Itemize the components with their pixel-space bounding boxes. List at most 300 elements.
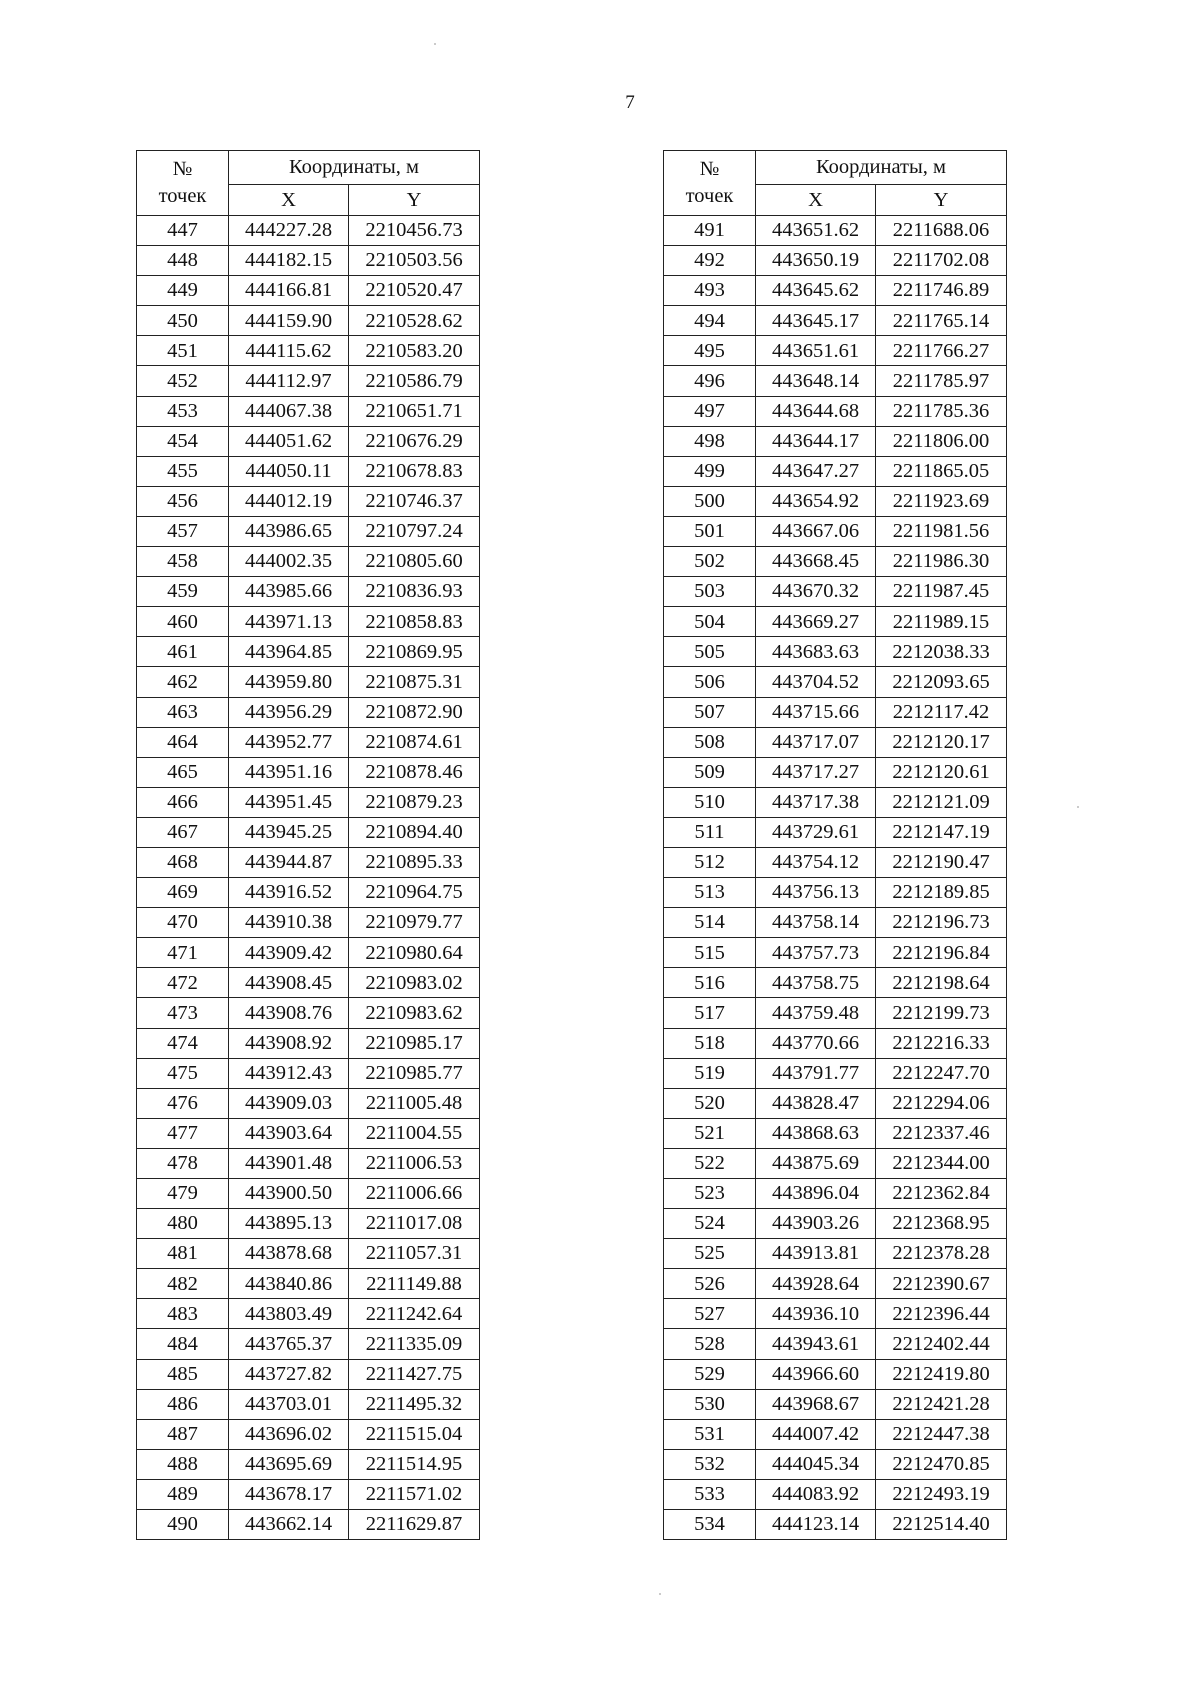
point-number-cell: 467 [137, 817, 229, 847]
table-row [664, 667, 1007, 697]
table-row [137, 366, 480, 396]
y-coordinate-cell: 2210869.95 [349, 637, 480, 667]
y-coordinate-cell: 2210676.29 [349, 426, 480, 456]
table-row [664, 1359, 1007, 1389]
table-row [137, 1179, 480, 1209]
x-coordinate-cell: 444002.35 [229, 547, 349, 577]
point-number-cell: 498 [664, 426, 756, 456]
point-number-cell: 488 [137, 1449, 229, 1479]
y-coordinate-cell: 2210651.71 [349, 396, 480, 426]
x-coordinate-cell: 443943.61 [756, 1329, 876, 1359]
x-coordinate-cell: 443985.66 [229, 577, 349, 607]
table-row [664, 1209, 1007, 1239]
y-coordinate-cell: 2212147.19 [876, 817, 1007, 847]
y-coordinate-cell: 2212493.19 [876, 1479, 1007, 1509]
y-coordinate-cell: 2210836.93 [349, 577, 480, 607]
point-number-cell: 479 [137, 1179, 229, 1209]
table-row [137, 577, 480, 607]
point-number-cell: 476 [137, 1088, 229, 1118]
point-number-cell: 465 [137, 757, 229, 787]
y-coordinate-cell: 2210964.75 [349, 878, 480, 908]
table-row [137, 1148, 480, 1178]
y-coordinate-cell: 2210878.46 [349, 757, 480, 787]
point-number-cell: 517 [664, 998, 756, 1028]
table-row [137, 1389, 480, 1419]
point-number-cell: 484 [137, 1329, 229, 1359]
point-number-cell: 470 [137, 908, 229, 938]
table-row [664, 366, 1007, 396]
x-header: X [229, 185, 349, 216]
point-number-cell: 475 [137, 1058, 229, 1088]
table-row [664, 276, 1007, 306]
x-coordinate-cell: 444123.14 [756, 1510, 876, 1540]
table-row [664, 817, 1007, 847]
table-row [137, 547, 480, 577]
y-header: Y [349, 185, 480, 216]
y-coordinate-cell: 2211688.06 [876, 216, 1007, 246]
x-coordinate-cell: 443678.17 [229, 1479, 349, 1509]
point-number-cell: 457 [137, 516, 229, 546]
table-row [664, 847, 1007, 877]
table-row [137, 727, 480, 757]
y-coordinate-cell: 2211017.08 [349, 1209, 480, 1239]
point-number-cell: 462 [137, 667, 229, 697]
x-coordinate-cell: 443765.37 [229, 1329, 349, 1359]
table-row [137, 697, 480, 727]
point-number-cell: 515 [664, 938, 756, 968]
table-row [664, 456, 1007, 486]
point-number-cell: 447 [137, 216, 229, 246]
point-number-cell: 481 [137, 1239, 229, 1269]
y-coordinate-cell: 2211785.36 [876, 396, 1007, 426]
point-number-cell: 454 [137, 426, 229, 456]
y-coordinate-cell: 2210872.90 [349, 697, 480, 727]
x-coordinate-cell: 443895.13 [229, 1209, 349, 1239]
x-coordinate-cell: 443696.02 [229, 1419, 349, 1449]
x-coordinate-cell: 443912.43 [229, 1058, 349, 1088]
table-row [664, 1479, 1007, 1509]
x-coordinate-cell: 443648.14 [756, 366, 876, 396]
table-row [137, 637, 480, 667]
point-number-cell: 460 [137, 607, 229, 637]
y-coordinate-cell: 2210875.31 [349, 667, 480, 697]
table-row [664, 1299, 1007, 1329]
y-coordinate-cell: 2210895.33 [349, 847, 480, 877]
x-header: X [756, 185, 876, 216]
x-coordinate-cell: 444007.42 [756, 1419, 876, 1449]
point-number-header: № точек [137, 151, 229, 216]
y-coordinate-cell: 2212344.00 [876, 1148, 1007, 1178]
x-coordinate-cell: 443986.65 [229, 516, 349, 546]
y-coordinate-cell: 2212396.44 [876, 1299, 1007, 1329]
y-coordinate-cell: 2210979.77 [349, 908, 480, 938]
y-coordinate-cell: 2211514.95 [349, 1449, 480, 1479]
y-coordinate-cell: 2211986.30 [876, 547, 1007, 577]
table-body-right [664, 216, 1007, 1540]
x-coordinate-cell: 444050.11 [229, 456, 349, 486]
y-coordinate-cell: 2210678.83 [349, 456, 480, 486]
x-coordinate-cell: 443966.60 [756, 1359, 876, 1389]
y-coordinate-cell: 2212470.85 [876, 1449, 1007, 1479]
scan-speck [434, 43, 436, 45]
point-number-cell: 520 [664, 1088, 756, 1118]
x-coordinate-cell: 443951.45 [229, 787, 349, 817]
point-number-cell: 455 [137, 456, 229, 486]
y-coordinate-cell: 2211335.09 [349, 1329, 480, 1359]
y-coordinate-cell: 2211515.04 [349, 1419, 480, 1449]
x-coordinate-cell: 443717.27 [756, 757, 876, 787]
x-coordinate-cell: 443645.62 [756, 276, 876, 306]
table-row [664, 1449, 1007, 1479]
table-row [137, 486, 480, 516]
x-coordinate-cell: 443650.19 [756, 246, 876, 276]
x-coordinate-cell: 444051.62 [229, 426, 349, 456]
x-coordinate-cell: 443908.76 [229, 998, 349, 1028]
point-number-cell: 450 [137, 306, 229, 336]
y-coordinate-cell: 2212120.17 [876, 727, 1007, 757]
point-number-cell: 524 [664, 1209, 756, 1239]
x-coordinate-cell: 443645.17 [756, 306, 876, 336]
table-row [137, 456, 480, 486]
point-number-cell: 453 [137, 396, 229, 426]
table-row [664, 878, 1007, 908]
x-coordinate-cell: 443909.03 [229, 1088, 349, 1118]
table-row [137, 1239, 480, 1269]
point-number-cell: 478 [137, 1148, 229, 1178]
y-header: Y [876, 185, 1007, 216]
y-coordinate-cell: 2211006.53 [349, 1148, 480, 1178]
x-coordinate-cell: 444159.90 [229, 306, 349, 336]
point-number-cell: 510 [664, 787, 756, 817]
x-coordinate-cell: 443840.86 [229, 1269, 349, 1299]
x-coordinate-cell: 443651.62 [756, 216, 876, 246]
y-coordinate-cell: 2212294.06 [876, 1088, 1007, 1118]
table-row [137, 908, 480, 938]
y-coordinate-cell: 2210746.37 [349, 486, 480, 516]
table-row [137, 1419, 480, 1449]
y-coordinate-cell: 2212117.42 [876, 697, 1007, 727]
table-row [137, 878, 480, 908]
point-number-cell: 491 [664, 216, 756, 246]
y-coordinate-cell: 2211702.08 [876, 246, 1007, 276]
x-coordinate-cell: 444112.97 [229, 366, 349, 396]
x-coordinate-cell: 443644.68 [756, 396, 876, 426]
point-number-cell: 504 [664, 607, 756, 637]
x-coordinate-cell: 443903.64 [229, 1118, 349, 1148]
table-row [664, 1028, 1007, 1058]
x-coordinate-cell: 443757.73 [756, 938, 876, 968]
point-number-cell: 487 [137, 1419, 229, 1449]
coordinates-header: Координаты, м [756, 151, 1007, 185]
y-coordinate-cell: 2212199.73 [876, 998, 1007, 1028]
table-row [664, 426, 1007, 456]
point-number-cell: 511 [664, 817, 756, 847]
point-number-cell: 505 [664, 637, 756, 667]
y-coordinate-cell: 2211149.88 [349, 1269, 480, 1299]
point-number-cell: 507 [664, 697, 756, 727]
y-coordinate-cell: 2212190.47 [876, 847, 1007, 877]
y-coordinate-cell: 2210858.83 [349, 607, 480, 637]
point-number-cell: 449 [137, 276, 229, 306]
point-number-cell: 519 [664, 1058, 756, 1088]
table-row [137, 1269, 480, 1299]
table-row [137, 1359, 480, 1389]
y-coordinate-cell: 2210586.79 [349, 366, 480, 396]
x-coordinate-cell: 443828.47 [756, 1088, 876, 1118]
point-number-cell: 486 [137, 1389, 229, 1419]
x-coordinate-cell: 443952.77 [229, 727, 349, 757]
y-coordinate-cell: 2212216.33 [876, 1028, 1007, 1058]
y-coordinate-cell: 2211629.87 [349, 1510, 480, 1540]
point-number-cell: 500 [664, 486, 756, 516]
point-number-cell: 502 [664, 547, 756, 577]
x-coordinate-cell: 444083.92 [756, 1479, 876, 1509]
table-row [137, 667, 480, 697]
point-number-cell: 528 [664, 1329, 756, 1359]
table-row [137, 1510, 480, 1540]
point-number-cell: 525 [664, 1239, 756, 1269]
point-number-cell: 463 [137, 697, 229, 727]
table-row [137, 1449, 480, 1479]
point-number-cell: 482 [137, 1269, 229, 1299]
table-row [664, 396, 1007, 426]
point-number-cell: 472 [137, 968, 229, 998]
y-coordinate-cell: 2211242.64 [349, 1299, 480, 1329]
y-coordinate-cell: 2211004.55 [349, 1118, 480, 1148]
x-coordinate-cell: 444012.19 [229, 486, 349, 516]
point-number-cell: 501 [664, 516, 756, 546]
point-number-cell: 474 [137, 1028, 229, 1058]
x-coordinate-cell: 443729.61 [756, 817, 876, 847]
coordinates-header: Координаты, м [229, 151, 480, 185]
y-coordinate-cell: 2212198.64 [876, 968, 1007, 998]
table-row [664, 1329, 1007, 1359]
table-row [137, 1028, 480, 1058]
y-coordinate-cell: 2210980.64 [349, 938, 480, 968]
point-number-cell: 461 [137, 637, 229, 667]
point-number-cell: 490 [137, 1510, 229, 1540]
point-number-cell: 526 [664, 1269, 756, 1299]
point-number-header: № точек [664, 151, 756, 216]
x-coordinate-cell: 443913.81 [756, 1239, 876, 1269]
table-row [664, 727, 1007, 757]
table-row [664, 968, 1007, 998]
x-coordinate-cell: 443754.12 [756, 847, 876, 877]
table-row [137, 336, 480, 366]
x-coordinate-cell: 443928.64 [756, 1269, 876, 1299]
y-coordinate-cell: 2211765.14 [876, 306, 1007, 336]
x-coordinate-cell: 443662.14 [229, 1510, 349, 1540]
y-coordinate-cell: 2212121.09 [876, 787, 1007, 817]
table-row [664, 1148, 1007, 1178]
point-number-cell: 516 [664, 968, 756, 998]
table-row [664, 998, 1007, 1028]
x-coordinate-cell: 443654.92 [756, 486, 876, 516]
table-row [664, 577, 1007, 607]
point-number-cell: 499 [664, 456, 756, 486]
x-coordinate-cell: 444227.28 [229, 216, 349, 246]
y-coordinate-cell: 2210583.20 [349, 336, 480, 366]
y-coordinate-cell: 2211571.02 [349, 1479, 480, 1509]
y-coordinate-cell: 2210503.56 [349, 246, 480, 276]
point-number-cell: 494 [664, 306, 756, 336]
point-number-cell: 496 [664, 366, 756, 396]
y-coordinate-cell: 2211785.97 [876, 366, 1007, 396]
table-row [664, 1088, 1007, 1118]
point-number-cell: 448 [137, 246, 229, 276]
table-row [664, 637, 1007, 667]
x-coordinate-cell: 443756.13 [756, 878, 876, 908]
x-coordinate-cell: 443901.48 [229, 1148, 349, 1178]
y-coordinate-cell: 2211495.32 [349, 1389, 480, 1419]
table-row [137, 396, 480, 426]
x-coordinate-cell: 443875.69 [756, 1148, 876, 1178]
table-row [664, 1179, 1007, 1209]
x-coordinate-cell: 443715.66 [756, 697, 876, 727]
y-coordinate-cell: 2210797.24 [349, 516, 480, 546]
table-row [664, 1239, 1007, 1269]
y-coordinate-cell: 2211987.45 [876, 577, 1007, 607]
x-coordinate-cell: 443908.92 [229, 1028, 349, 1058]
x-coordinate-cell: 443683.63 [756, 637, 876, 667]
table-row [137, 516, 480, 546]
y-coordinate-cell: 2211806.00 [876, 426, 1007, 456]
point-number-cell: 456 [137, 486, 229, 516]
point-number-cell: 468 [137, 847, 229, 877]
y-coordinate-cell: 2210874.61 [349, 727, 480, 757]
x-coordinate-cell: 443910.38 [229, 908, 349, 938]
table-row [137, 757, 480, 787]
table-row [137, 216, 480, 246]
point-number-cell: 495 [664, 336, 756, 366]
x-coordinate-cell: 443695.69 [229, 1449, 349, 1479]
point-number-cell: 506 [664, 667, 756, 697]
point-number-cell: 534 [664, 1510, 756, 1540]
table-row [137, 968, 480, 998]
x-coordinate-cell: 443878.68 [229, 1239, 349, 1269]
scan-speck [659, 1593, 661, 1595]
point-number-cell: 532 [664, 1449, 756, 1479]
table-row [137, 1479, 480, 1509]
coordinates-table-left [136, 150, 480, 1540]
x-coordinate-cell: 443770.66 [756, 1028, 876, 1058]
point-number-cell: 458 [137, 547, 229, 577]
y-coordinate-cell: 2210456.73 [349, 216, 480, 246]
y-coordinate-cell: 2210985.17 [349, 1028, 480, 1058]
y-coordinate-cell: 2210528.62 [349, 306, 480, 336]
point-number-cell: 514 [664, 908, 756, 938]
y-coordinate-cell: 2210983.62 [349, 998, 480, 1028]
y-coordinate-cell: 2212421.28 [876, 1389, 1007, 1419]
x-coordinate-cell: 443669.27 [756, 607, 876, 637]
x-coordinate-cell: 443670.32 [756, 577, 876, 607]
point-number-cell: 508 [664, 727, 756, 757]
point-number-cell: 480 [137, 1209, 229, 1239]
y-coordinate-cell: 2211923.69 [876, 486, 1007, 516]
table-row [664, 938, 1007, 968]
x-coordinate-cell: 443936.10 [756, 1299, 876, 1329]
y-coordinate-cell: 2212189.85 [876, 878, 1007, 908]
y-coordinate-cell: 2212390.67 [876, 1269, 1007, 1299]
x-coordinate-cell: 443803.49 [229, 1299, 349, 1329]
x-coordinate-cell: 443758.14 [756, 908, 876, 938]
table-row [664, 1118, 1007, 1148]
y-coordinate-cell: 2210985.77 [349, 1058, 480, 1088]
table-row [664, 516, 1007, 546]
y-coordinate-cell: 2211057.31 [349, 1239, 480, 1269]
point-number-cell: 493 [664, 276, 756, 306]
table-row [664, 306, 1007, 336]
y-coordinate-cell: 2212120.61 [876, 757, 1007, 787]
table-row [137, 998, 480, 1028]
x-coordinate-cell: 443951.16 [229, 757, 349, 787]
table-row [664, 246, 1007, 276]
x-coordinate-cell: 443717.07 [756, 727, 876, 757]
x-coordinate-cell: 443704.52 [756, 667, 876, 697]
y-coordinate-cell: 2211989.15 [876, 607, 1007, 637]
table-row [664, 757, 1007, 787]
x-coordinate-cell: 443644.17 [756, 426, 876, 456]
x-coordinate-cell: 443651.61 [756, 336, 876, 366]
table-row [137, 938, 480, 968]
table-row [137, 1209, 480, 1239]
point-number-cell: 530 [664, 1389, 756, 1419]
x-coordinate-cell: 443868.63 [756, 1118, 876, 1148]
point-number-cell: 492 [664, 246, 756, 276]
table-row [664, 216, 1007, 246]
x-coordinate-cell: 443717.38 [756, 787, 876, 817]
x-coordinate-cell: 443703.01 [229, 1389, 349, 1419]
x-coordinate-cell: 443959.80 [229, 667, 349, 697]
point-number-cell: 533 [664, 1479, 756, 1509]
table-row [137, 847, 480, 877]
x-coordinate-cell: 444166.81 [229, 276, 349, 306]
table-row [137, 426, 480, 456]
x-coordinate-cell: 443964.85 [229, 637, 349, 667]
y-coordinate-cell: 2212419.80 [876, 1359, 1007, 1389]
table-row [664, 336, 1007, 366]
x-coordinate-cell: 443916.52 [229, 878, 349, 908]
table-row [137, 817, 480, 847]
point-number-cell: 459 [137, 577, 229, 607]
table-row [664, 787, 1007, 817]
x-coordinate-cell: 443758.75 [756, 968, 876, 998]
point-number-cell: 483 [137, 1299, 229, 1329]
coordinates-table-right [663, 150, 1007, 1540]
table-body-left [137, 216, 480, 1540]
x-coordinate-cell: 443968.67 [756, 1389, 876, 1419]
table-row [664, 607, 1007, 637]
y-coordinate-cell: 2211427.75 [349, 1359, 480, 1389]
point-number-cell: 485 [137, 1359, 229, 1389]
point-number-cell: 471 [137, 938, 229, 968]
y-coordinate-cell: 2212247.70 [876, 1058, 1007, 1088]
point-number-cell: 529 [664, 1359, 756, 1389]
x-coordinate-cell: 443759.48 [756, 998, 876, 1028]
point-number-cell: 531 [664, 1419, 756, 1449]
y-coordinate-cell: 2212196.73 [876, 908, 1007, 938]
table-row [664, 547, 1007, 577]
point-number-cell: 512 [664, 847, 756, 877]
table-row [137, 1058, 480, 1088]
point-number-cell: 451 [137, 336, 229, 366]
point-number-cell: 466 [137, 787, 229, 817]
y-coordinate-cell: 2210520.47 [349, 276, 480, 306]
y-coordinate-cell: 2211766.27 [876, 336, 1007, 366]
y-coordinate-cell: 2212447.38 [876, 1419, 1007, 1449]
table-row [137, 276, 480, 306]
x-coordinate-cell: 443945.25 [229, 817, 349, 847]
